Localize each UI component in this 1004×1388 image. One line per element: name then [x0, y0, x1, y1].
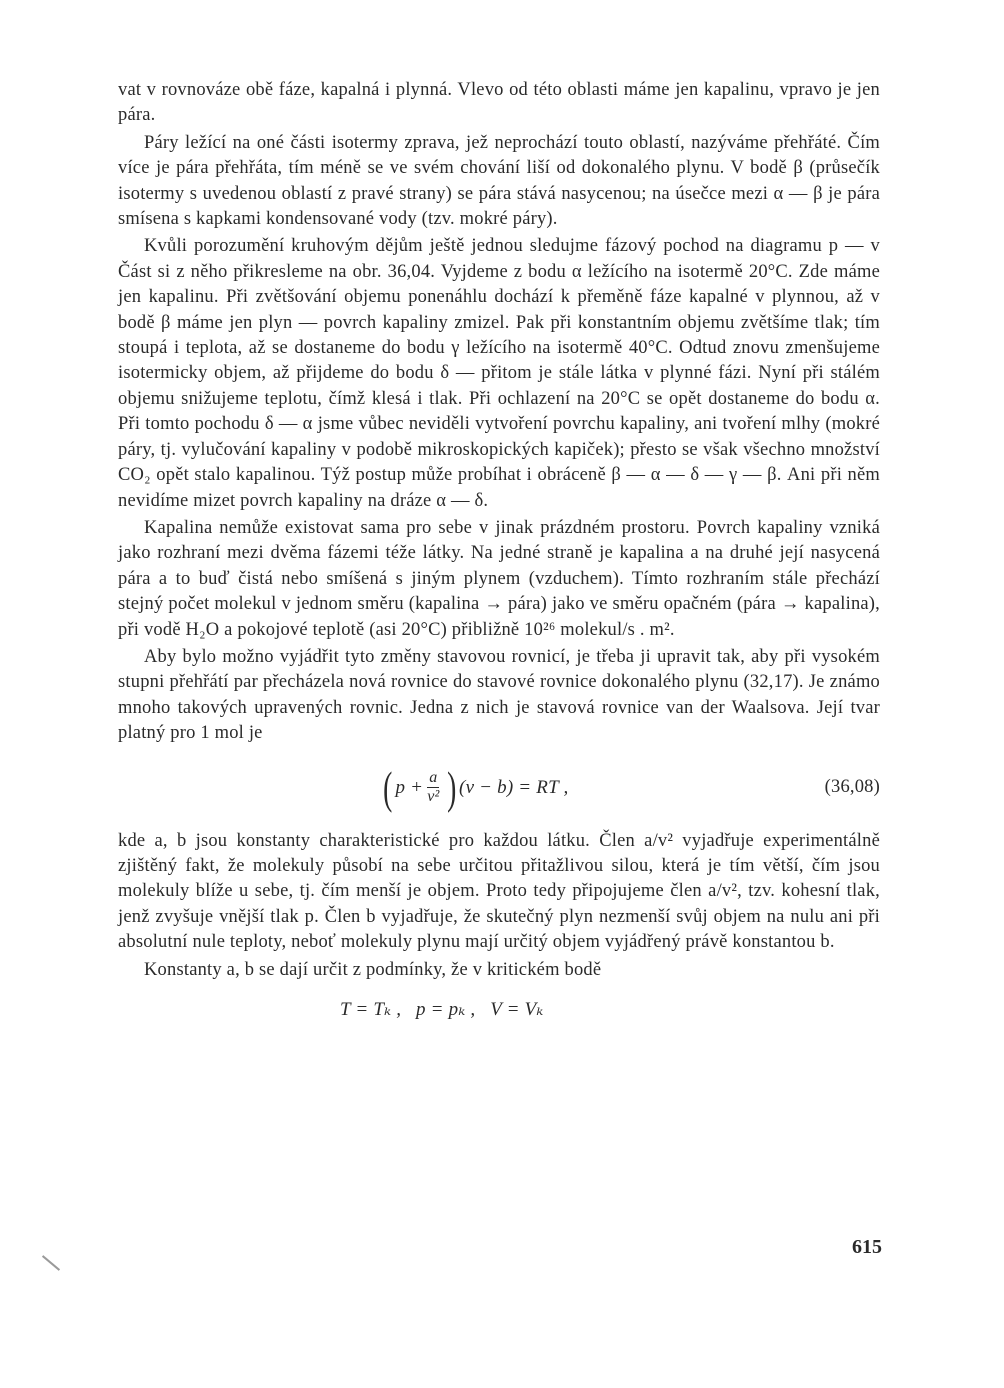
equation-p-term: p + [395, 776, 424, 798]
fraction-a-over-v2 [427, 769, 439, 806]
paragraph-1: vat v rovnováze obě fáze, kapalná i plynná. Vlevo od této oblasti máme jen kapalinu, vpravo je jen pára. [118, 80, 880, 126]
fraction-numerator: a [429, 769, 438, 787]
paragraph-4: Kapalina nemůže existovat sama pro sebe v jinak prázdném prostoru. Povrch kapaliny vzniká jako rozhraní mezi dvěma fázemi téže látky. Na jedné straně je kapalina a na druhé její nasycená pára a to buď čistá nebo smíšená s jiným plynem (vzduchem). Tímto rozhraním stále přechází stejný počet molekul v jednom směru (kapalina → pára) jako ve směru opačném (pára → kapalina), při vodě H₂O a pokojové teplotě (asi 20°C) přibližně 10²⁶ molekul/s . m². [118, 517, 880, 640]
equation-critical-point [118, 993, 880, 1033]
left-paren: ( [383, 761, 393, 813]
page-number: 615 [852, 1236, 882, 1258]
fraction-denominator: v² [427, 788, 440, 806]
equation-number: (36,08) [824, 776, 880, 797]
paragraph-7: Konstanty a, b se dají určit z podmínky, že v kritickém bodě [144, 959, 602, 980]
scan-mark [42, 1255, 60, 1271]
critical-point-conditions: T = Tₖ , p = pₖ , V = Vₖ [340, 999, 544, 1020]
equation-body [380, 753, 568, 823]
body-text [118, 78, 880, 1033]
right-paren: ) [446, 761, 456, 813]
paragraph-5: Aby bylo možno vyjádřit tyto změny stavovou rovnicí, je třeba ji upravit tak, aby při vysokém stupni přehřátí par přecházela nová rovnice do stavové rovnice dokonalého plynu (32,17). Je známo mnoho takových upravených rovnic. Jedna z nich je stavová rovnice van der Waalsova. Její tvar platný pro 1 mol je [118, 646, 880, 744]
equation-van-der-waals [118, 753, 880, 823]
paragraph-2: Páry ležící na oné části isotermy zprava, jež neprochází touto oblastí, nazýváme přehřáté. Čím více je pára přehřáta, tím méně se ve svém chování liší od dokonalého plynu. V bodě β (průsečík isotermy s uvedenou oblastí z pravé strany) se pára stává nasycenou; na úsečce mezi α — β je pára smísena s kapkami kondensované vody (tzv. mokré páry). [118, 132, 880, 230]
paragraph-3: Kvůli porozumění kruhovým dějům ještě jednou sledujme fázový pochod na diagramu p — v Část si z něho přikresleme na obr. 36,04. Vyjdeme z bodu α ležícího na isotermě 20°C. Zde máme jen kapalinu. Při zvětšování objemu ponenáhlu dochází k přeměně fáze kapalné v plynnou, až v bodě β máme jen plyn — povrch kapaliny zmizel. Pak při konstantním objemu zvětšíme tlak; tím stoupá i teplota, až se dostaneme do bodu γ ležícího na isotermě 40°C. Odtud znovu zmenšujeme isotermicky objem, až přijdeme do bodu δ — přitom je stále látka v plynné fázi. Nyní při stálém objemu snižujeme teplotu, čímž klesá i tlak. Při ochlazení na 20°C se opět dostaneme do bodu α. Při tomto pochodu δ — α jsme vůbec neviděli vytvoření povrchu kapaliny, ani tvoření mlhy (mokré páry, tj. vylučování kapaliny v podobě mikroskopických kapiček); přesto se však všechno množství CO₂ opět stalo kapalinou. Týž postup může probíhat i obráceně β — α — δ — γ — β. Ani při něm nevidíme mizet povrch kapaliny na dráze α — δ. [118, 236, 880, 511]
paragraph-6: kde a, b jsou konstanty charakteristické pro každou látku. Člen a/v² vyjadřuje experimentálně zjištěný fakt, že molekuly působí na sebe určitou přitažlivou silou, která je tím větší, čím jsou molekuly blíže u sebe, tj. čím menší je objem. Proto tedy připojujeme člen a/v², tzv. kohesní tlak, jenž zvyšuje vnější tlak p. Člen b vyjadřuje, že skutečný plyn nezmenší svůj objem na nulu ani při absolutní nule teploty, neboť molekuly plynu mají určitý objem vyjádřený právě konstantou b. [118, 830, 880, 953]
equation-rest: (v − b) = RT , [459, 776, 569, 798]
